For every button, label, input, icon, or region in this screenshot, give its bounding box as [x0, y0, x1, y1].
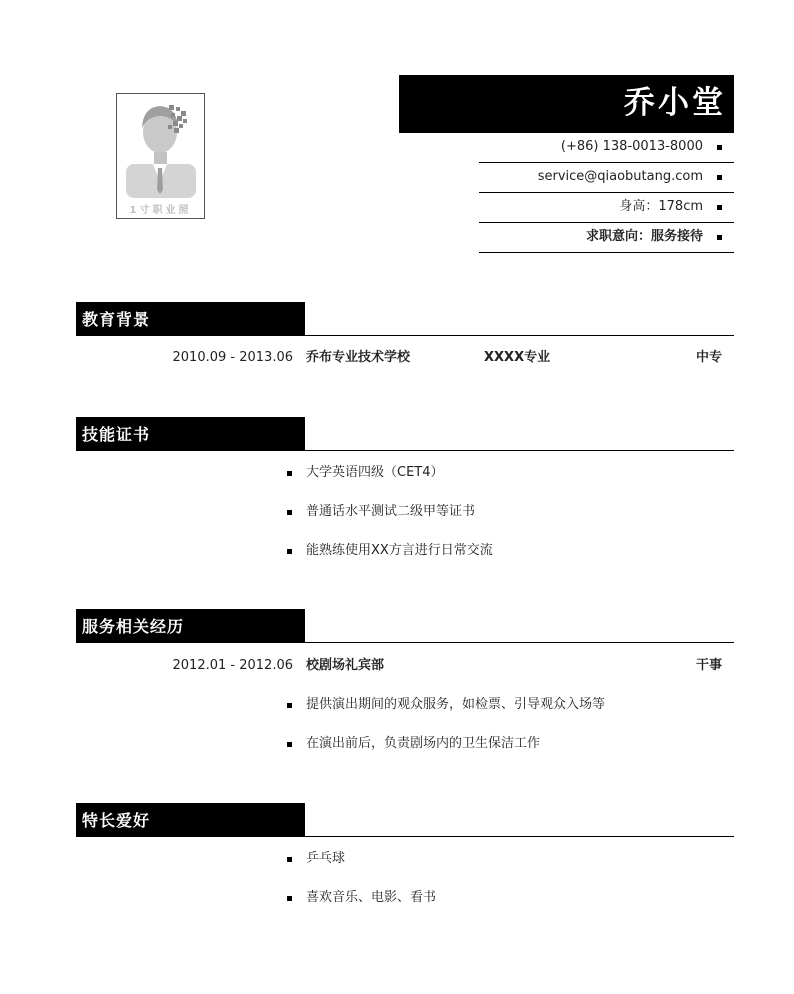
name-banner	[399, 75, 734, 133]
skill-item: 大学英语四级（CET4）	[306, 465, 444, 480]
section-title: 技能证书	[82, 425, 151, 444]
photo-caption: 1寸职业照	[129, 205, 192, 216]
hobby-item: 喜欢音乐、电影、看书	[306, 890, 437, 905]
contact-email: service@qiaobutang.com	[537, 169, 703, 184]
contact-email-row	[479, 163, 734, 193]
section-header-skills	[76, 417, 305, 450]
experience-item: 在演出前后，负责剧场内的卫生保洁工作	[306, 736, 541, 751]
contact-height-row	[479, 193, 734, 223]
section-title: 服务相关经历	[82, 617, 185, 636]
candidate-name: 乔小堂	[624, 85, 726, 121]
bullet-icon	[287, 896, 292, 901]
contact-phone-row	[479, 133, 734, 163]
bullet-icon	[287, 742, 292, 747]
contact-height: 身高：178cm	[619, 199, 703, 214]
bullet-icon	[717, 205, 722, 210]
section-header-hobbies	[76, 803, 305, 836]
bullet-icon	[287, 471, 292, 476]
bullet-icon	[287, 703, 292, 708]
section-header-education	[76, 302, 305, 335]
bullet-icon	[717, 175, 722, 180]
bullet-icon	[717, 145, 722, 150]
section-title: 特长爱好	[82, 811, 151, 830]
skill-item: 能熟练使用XX方言进行日常交流	[306, 543, 493, 558]
education-date: 2010.09 - 2013.06	[172, 350, 293, 365]
contact-objective: 求职意向：服务接待	[585, 229, 703, 244]
hobby-item: 乒乓球	[306, 851, 346, 866]
section-divider	[76, 335, 734, 336]
person-silhouette-icon	[117, 94, 204, 218]
experience-item: 提供演出期间的观众服务，如检票、引导观众入场等	[306, 697, 606, 712]
section-divider	[76, 642, 734, 643]
education-major: XXXX专业	[484, 350, 551, 365]
bullet-icon	[287, 549, 292, 554]
section-header-experience	[76, 609, 305, 642]
section-title: 教育背景	[82, 310, 151, 329]
experience-org: 校剧场礼宾部	[306, 658, 385, 673]
experience-date: 2012.01 - 2012.06	[172, 658, 293, 673]
education-degree: 中专	[695, 350, 722, 365]
profile-photo	[116, 93, 205, 219]
skill-item: 普通话水平测试二级甲等证书	[306, 504, 476, 519]
bullet-icon	[287, 857, 292, 862]
section-divider	[76, 836, 734, 837]
contact-objective-row	[479, 223, 734, 253]
bullet-icon	[717, 235, 722, 240]
bullet-icon	[287, 510, 292, 515]
contact-phone: (+86) 138-0013-8000	[560, 139, 703, 154]
experience-role: 干事	[695, 658, 722, 673]
education-school: 乔布专业技术学校	[306, 350, 411, 365]
section-divider	[76, 450, 734, 451]
